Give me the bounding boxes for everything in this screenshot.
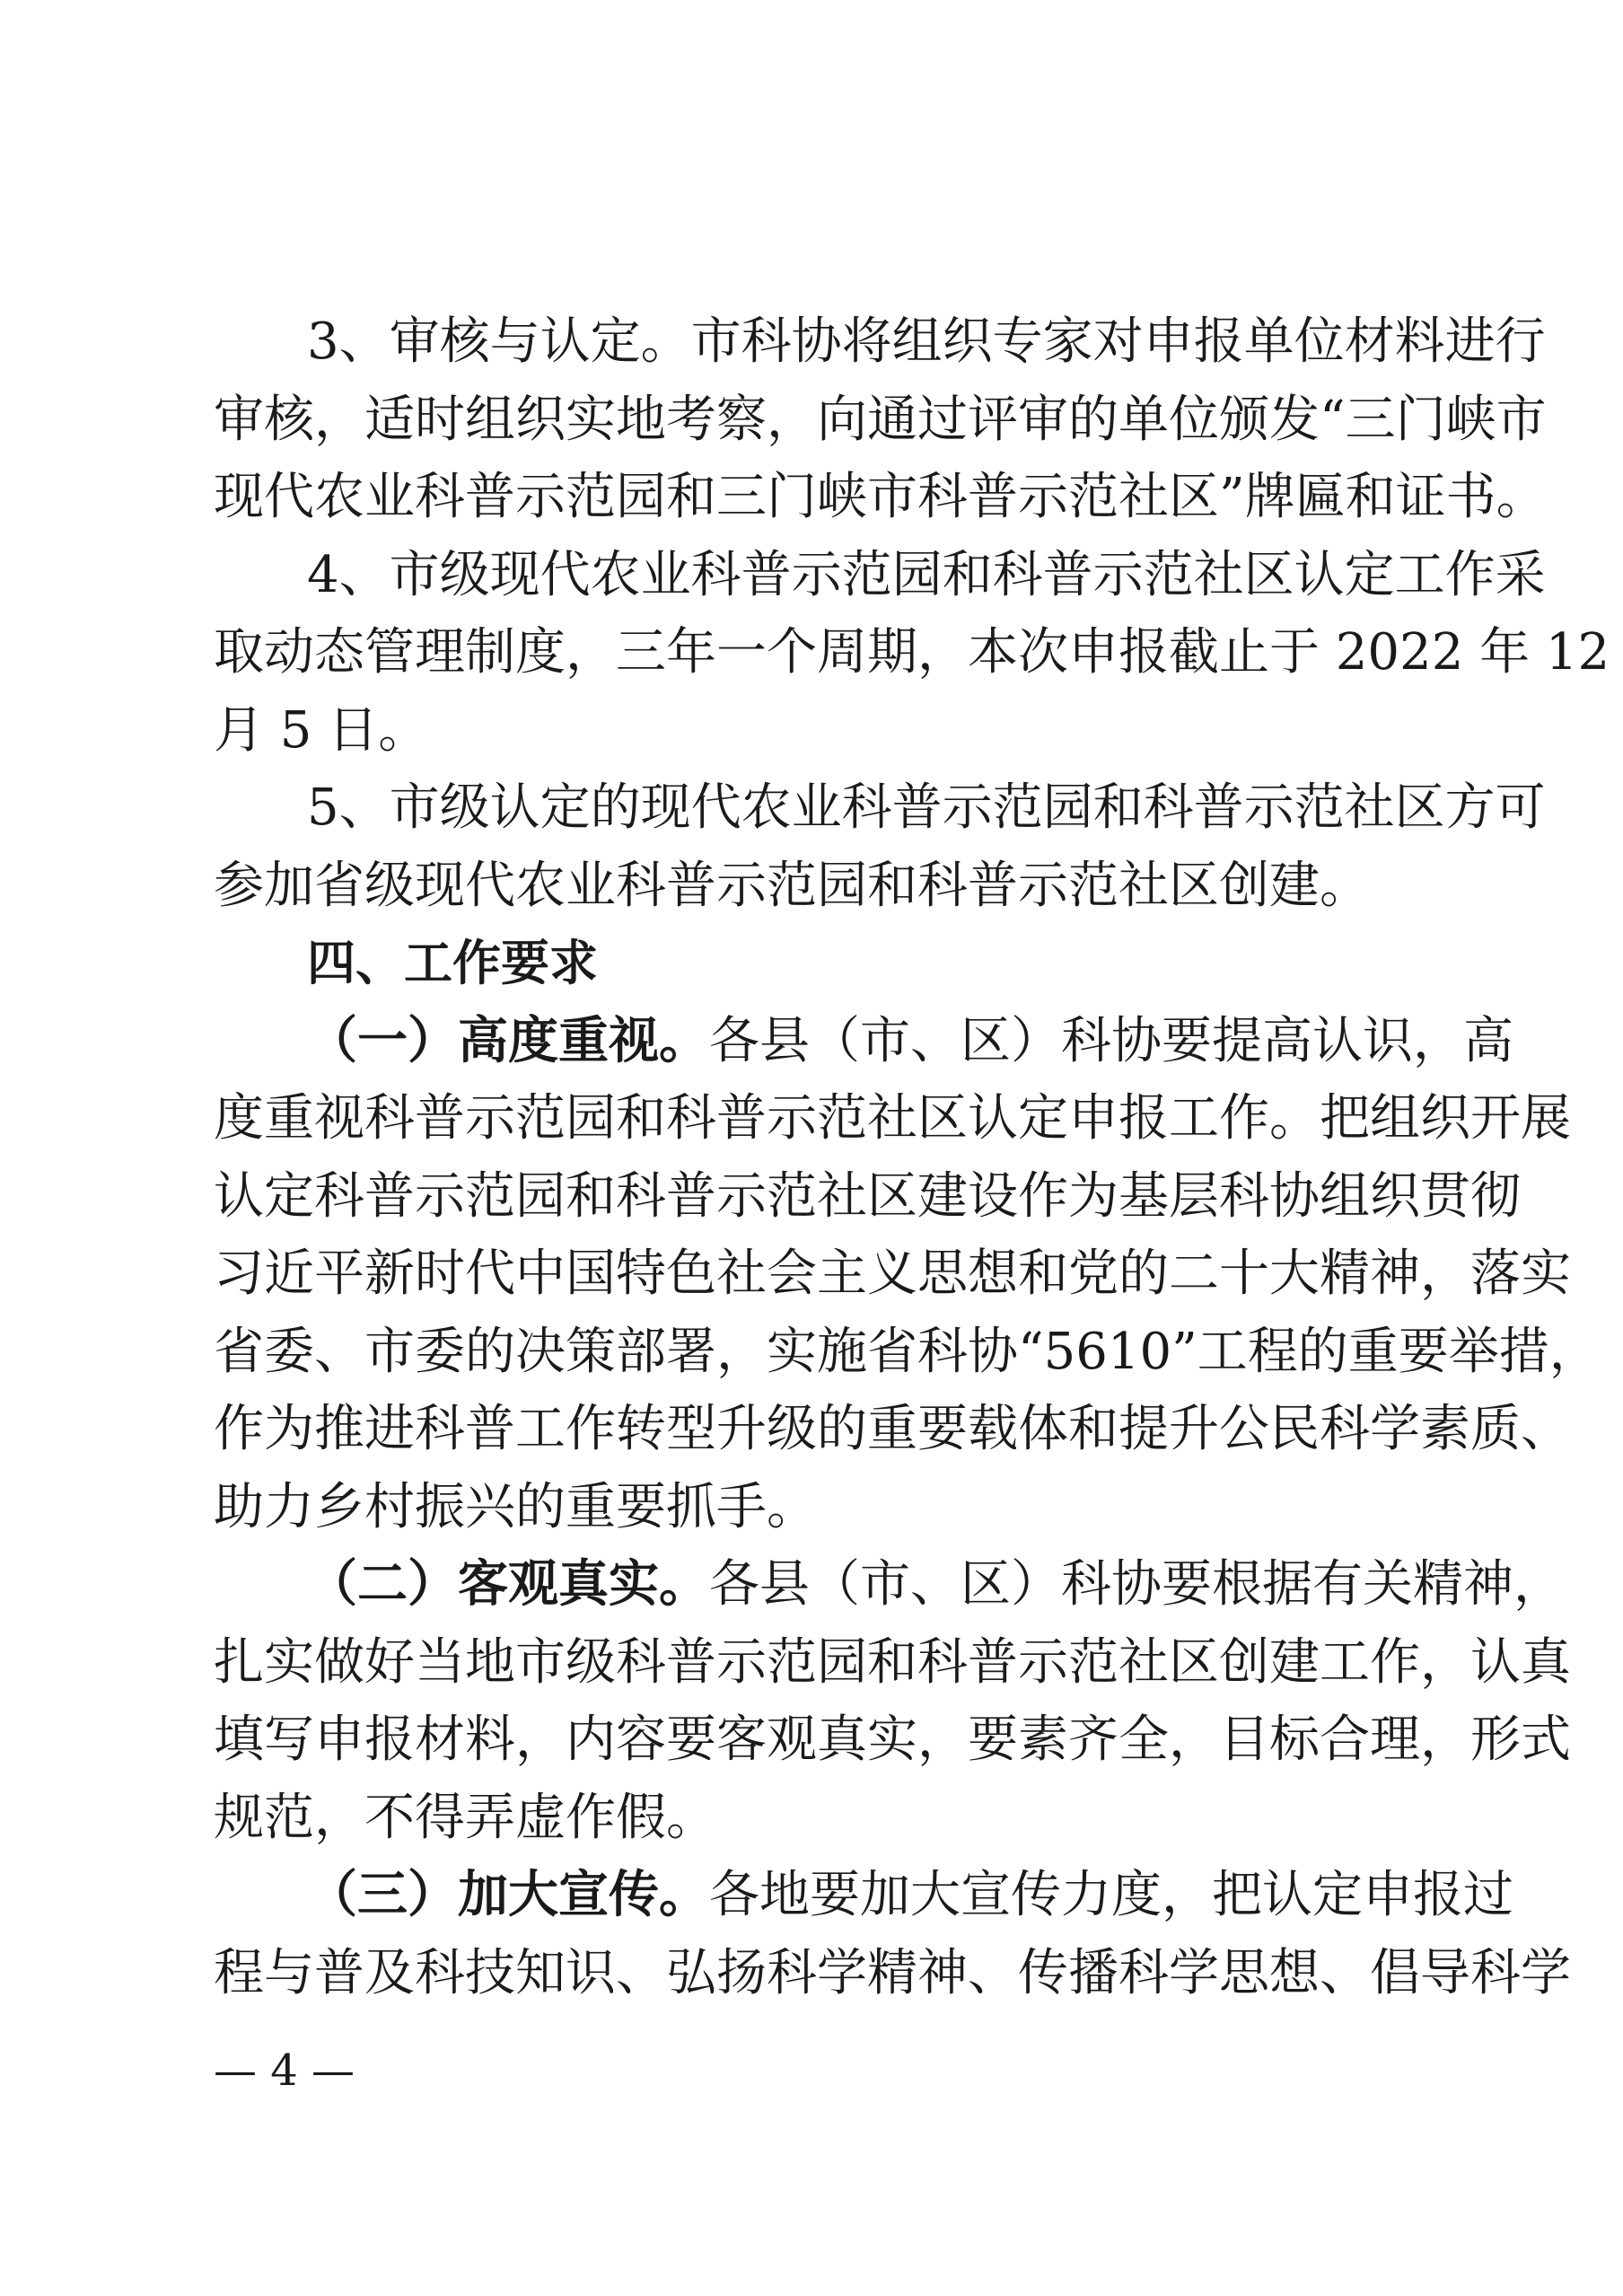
requirement-3-first-text: 各地要加大宣传力度，把认定申报过 bbox=[709, 1866, 1513, 1924]
paragraph-3-line-2: 审核，适时组织实地考察，向通过评审的单位颁发“三门峡市 bbox=[214, 390, 1547, 449]
requirement-1-first-line bbox=[307, 1003, 1513, 1080]
requirement-2-lead: （二）客观真实。 bbox=[307, 1555, 709, 1614]
page-number: — 4 — bbox=[214, 2045, 355, 2096]
paragraph-4-line-1: 4、市级现代农业科普示范园和科普示范社区认定工作采 bbox=[307, 545, 1546, 604]
requirement-3-lead: （三）加大宣传。 bbox=[307, 1866, 709, 1924]
requirement-1-line-4: 习近平新时代中国特色社会主义思想和党的二十大精神，落实 bbox=[214, 1245, 1571, 1303]
paragraph-4-line-3: 月 5 日。 bbox=[214, 700, 429, 760]
requirement-3-first-line bbox=[307, 1857, 1513, 1934]
requirement-1-lead: （一）高度重视。 bbox=[307, 1011, 709, 1070]
paragraph-5-line-2: 参加省级现代农业科普示范园和科普示范社区创建。 bbox=[214, 856, 1370, 915]
requirement-3-line-2: 程与普及科技知识、弘扬科学精神、传播科学思想、倡导科学 bbox=[214, 1943, 1571, 2002]
requirement-2-first-line bbox=[307, 1546, 1564, 1623]
requirement-2-first-text: 各县（市、区）科协要根据有关精神， bbox=[709, 1555, 1564, 1614]
requirement-2-line-2: 扎实做好当地市级科普示范园和科普示范社区创建工作，认真 bbox=[214, 1632, 1571, 1692]
section-heading: 四、工作要求 bbox=[307, 935, 598, 991]
requirement-1-line-2: 度重视科普示范园和科普示范社区认定申报工作。把组织开展 bbox=[214, 1089, 1571, 1148]
requirement-1-first-text: 各县（市、区）科协要提高认识，高 bbox=[709, 1011, 1513, 1070]
paragraph-5-line-1: 5、市级认定的现代农业科普示范园和科普示范社区方可 bbox=[307, 779, 1546, 837]
paragraph-3-line-1: 3、审核与认定。市科协将组织专家对申报单位材料进行 bbox=[307, 312, 1546, 371]
requirement-1-line-7: 助力乡村振兴的重要抓手。 bbox=[214, 1477, 817, 1536]
paragraph-3-line-3: 现代农业科普示范园和三门峡市科普示范社区”牌匾和证书。 bbox=[214, 468, 1547, 526]
paragraph-4-line-2: 取动态管理制度，三年一个周期，本次申报截止于 2022 年 12 bbox=[214, 623, 1610, 682]
requirement-1-line-5: 省委、市委的决策部署，实施省科协“5610”工程的重要举措， bbox=[214, 1322, 1600, 1381]
requirement-2-line-4: 规范，不得弄虚作假。 bbox=[214, 1788, 716, 1847]
requirement-1-line-6: 作为推进科普工作转型升级的重要载体和提升公民科学素质、 bbox=[214, 1400, 1571, 1458]
requirement-2-line-3: 填写申报材料，内容要客观真实，要素齐全，目标合理，形式 bbox=[214, 1711, 1571, 1769]
requirement-1-line-3: 认定科普示范园和科普示范社区建设作为基层科协组织贯彻 bbox=[214, 1166, 1521, 1226]
